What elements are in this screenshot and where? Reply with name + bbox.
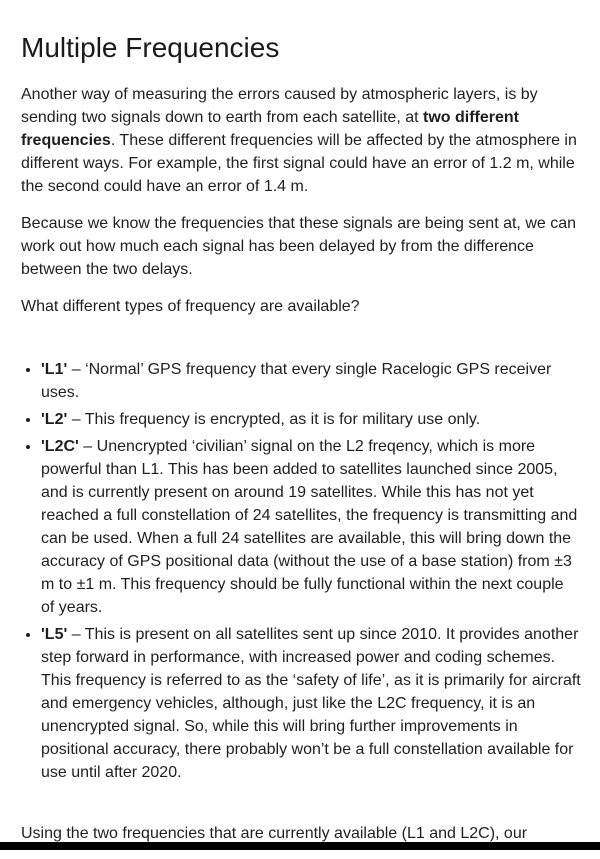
intro-emphasis: two different frequencies bbox=[21, 109, 519, 149]
list-item-l2 bbox=[41, 408, 581, 431]
frequency-question: What different types of frequency are available? bbox=[21, 298, 360, 315]
frequency-code: 'L2' bbox=[41, 411, 68, 428]
frequency-description: – This frequency is encrypted, as it is for military use only. bbox=[67, 411, 481, 428]
intro-text-end: . These different frequencies will be affected by the atmosphere in different ways. For example, the first signal could have an error of 1.2 m, while the second could have an error of 1.4 m. bbox=[21, 132, 577, 195]
frequency-description: – Unencrypted ‘civilian’ signal on the L2 freqency, which is more powerful than L1. This has been added to satellites launched since 2005, and is currently present on around 19 satellites. While this has not yet reached a full constellation of 24 satellites, the frequency is transmitting and can be used. When a full 24 satellites are available, this will bring down the accuracy of GPS positional data (without the use of a base station) from ±3 m to ±1 m. This frequency should be fully functional within the next couple of years. bbox=[41, 438, 578, 616]
list-item-l2c bbox=[41, 435, 581, 619]
page-title: Multiple Frequencies bbox=[21, 32, 280, 63]
intro-paragraph bbox=[21, 83, 581, 198]
delay-paragraph: Because we know the frequencies that these signals are being sent at, we can work out how much each signal has been delayed by from the difference between the two delays. bbox=[21, 215, 577, 278]
frequency-code: 'L2C' bbox=[41, 438, 79, 455]
frequency-code: 'L5' bbox=[41, 626, 68, 643]
closing-paragraph: Using the two frequencies that are currently available (L1 and L2C), our bbox=[21, 825, 528, 842]
frequency-list bbox=[21, 358, 581, 784]
list-item-l1 bbox=[41, 358, 581, 404]
list-item-l5 bbox=[41, 623, 581, 784]
intro-text-start: Another way of measuring the errors caused by atmospheric layers, is by sending two signals down to earth from each satellite, at bbox=[21, 86, 538, 126]
frequency-code: 'L1' bbox=[41, 361, 68, 378]
frequency-description: – This is present on all satellites sent up since 2010. It provides another step forward in performance, with increased power and coding schemes. This frequency is referred to as the ‘safety of life’, as it is primarily for aircraft and emergency vehicles, although, just like the L2C frequency, it is an unencrypted signal. So, while this will bring further improvements in positional accuracy, there probably won’t be a full constellation available for use until after 2020. bbox=[41, 626, 581, 781]
frequency-description: – ‘Normal’ GPS frequency that every single Racelogic GPS receiver uses. bbox=[41, 361, 552, 401]
bottom-edge-bar bbox=[0, 842, 600, 850]
article bbox=[21, 30, 581, 859]
